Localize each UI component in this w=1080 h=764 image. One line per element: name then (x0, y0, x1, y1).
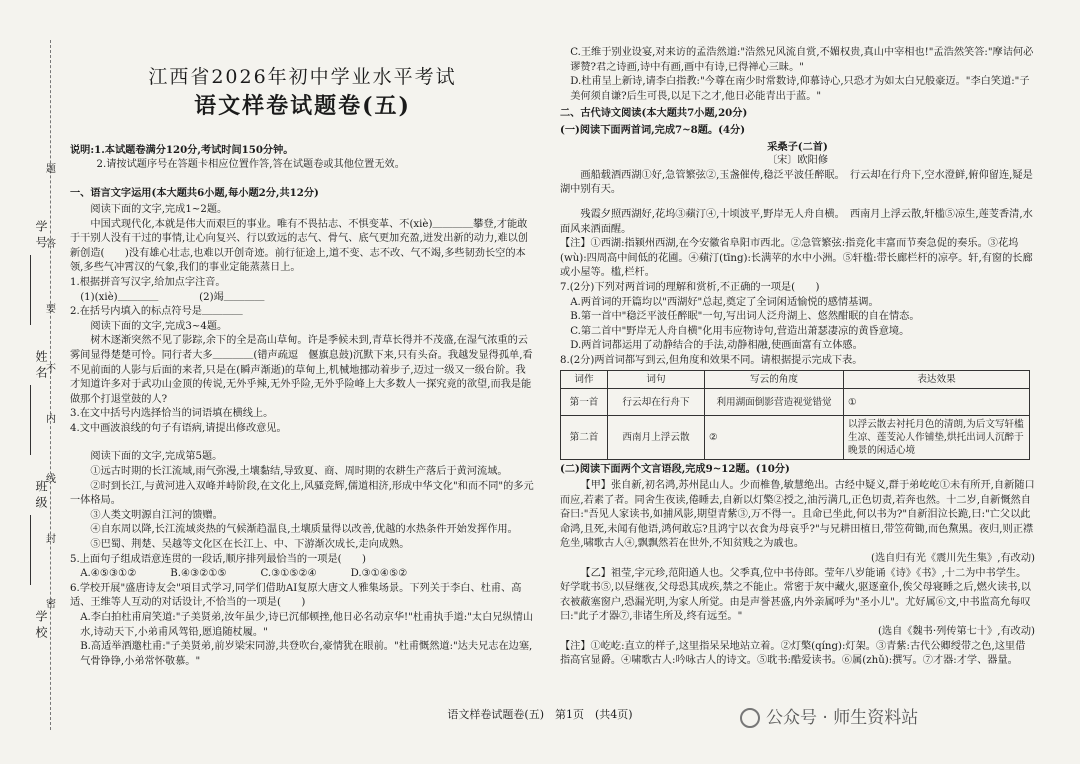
binding-label-name: 姓名 (34, 350, 48, 382)
poem-2: 残霞夕照西湖好,花坞③蘋汀④,十顷波平,野岸无人舟自横。 西南月上浮云散,轩槛⑤凉生,莲芰香清,水面风来酒面醒。 (560, 208, 1033, 235)
passage-yi: 【乙】祖莹,字元珍,范阳遒人也。父季真,位中书侍郎。莹年八岁能诵《诗》《书》,十二为中书学生。好学耽书⑤,以昼继夜,父母恐其成疾,禁之不能止。常密于灰中藏火,驱逐童仆,俟父母寝睡之后,燃火读书,以衣被蔽塞窗户,恐漏光明,为家人所觉。由是声誉甚盛,内外亲属呼为"圣小儿"。尤好属⑥文,中书监高允每叹曰:"此子才器⑦,非诸生所及,终有远至。" (560, 567, 1031, 623)
binding-mark: 内 (46, 414, 56, 425)
question-7-option-a: A.两首词的开篇均以"西湖好"总起,奠定了全词闲适愉悦的感情基调。 (570, 296, 879, 308)
sentence-item: ⑤巴蜀、荆楚、吴越等文化区在长江上、中、下游渐次成长,走向成熟。 (90, 539, 410, 551)
question-1b: (2)竭＿＿＿＿ (199, 291, 265, 303)
table-cell-answer-blank[interactable]: ② (705, 416, 844, 460)
question-5: 5.上面句子组成语意连贯的一段话,顺序排列最恰当的一项是( ) (70, 553, 366, 565)
question-7: 7.(2分)下列对两首词的理解和赏析,不正确的一项是( ) (560, 281, 820, 293)
option-d: D.③①④⑤② (350, 568, 408, 580)
binding-mark: 密 (46, 599, 56, 610)
section2-heading: 二、古代诗文阅读(本大题共7小题,20分) (560, 107, 748, 120)
question-1-parts (70, 291, 535, 306)
subsection-classical: (二)阅读下面两个文言语段,完成9~12题。(10分) (560, 463, 790, 476)
right-column (560, 46, 1035, 669)
table-cell: 以浮云散去衬托月色的清朗,为后文写轩槛生凉、莲芰沁人作铺垫,烘托出词人沉醉于晚景的闲适心境 (844, 416, 1030, 460)
sentence-item: ④自东周以降,长江流域炎热的气候渐趋温良,土壤质量得以改善,优越的水热条件开始发挥作用。 (90, 524, 518, 536)
table-header-row (561, 371, 1030, 389)
reading-intro: 阅读下面的文字,完成第5题。 (90, 451, 223, 463)
question-6-option-c: C.王维于别业设宴,对来访的孟浩然道:"浩然兄风流自赏,不媚权贵,真山中宰相也!"孟浩然笑答:"摩诘何必谬赞?君之诗画,诗中有画,画中有诗,已得禅心三昧。" (570, 47, 1034, 73)
binding-mark: 答 (46, 239, 56, 250)
subsection-poems: (一)阅读下面两首词,完成7~8题。(4分) (560, 123, 746, 136)
binding-mark: 线 (46, 474, 56, 485)
instruction-1: 说明:1.本试题卷满分120分,考试时间150分钟。 (70, 144, 294, 157)
watermark-text: 公众号 · 师生资料站 (766, 708, 919, 728)
binding-mark: 要 (46, 304, 56, 315)
table-header-cell: 词作 (561, 371, 608, 389)
binding-dashed-line (50, 40, 51, 730)
table-cell: 西南月上浮云散 (608, 416, 705, 460)
left-column (70, 40, 535, 669)
instruction-2: 2.请按试题序号在答题卡相应位置作答,答在试题卷或其他位置无效。 (96, 158, 405, 170)
exam-title: 江西省2026年初中学业水平考试 (148, 66, 457, 88)
binding-label-student-id: 学号 (34, 220, 48, 252)
question-4: 4.文中画波浪线的句子有语病,请提出修改意见。 (70, 422, 287, 434)
passage-2: 树木逐渐突然不见了影踪,余下的全是高山草甸。许是季候未到,青草长得并不茂盛,在湿气浓重的云雾间显得楚楚可怜。同行者大多＿＿＿＿(错声疏逗 偃旗息鼓)沉默下来,只有头奋。我越发显得孤单,看不见前面的人影与后面的来者,只是在(瞬声渐逝)的草甸上,机械地挪动着步子,迈过一级又一级台阶。我才知道许多对于武功山金顶的传说,无外乎辣,无外乎险,无外乎险峰上大多数人一探究竟的欲望,而我是能做那个打退堂鼓的人? (70, 335, 533, 405)
passage-jia: 【甲】张自新,初名鸿,苏州昆山人。少而椎鲁,敏慧绝出。古经中疑义,群于弟屹屹①未有所开,自新随口而应,若素了者。同舍生夜读,倦睡去,自新以灯檠②授之,油污满几,正色切责,若奔也然。十二岁,自新慨然自奋曰:"吾见人家读书,如捕风影,期望青紫③,万不得一。且命已坐此,何以书为?"自新泪泣长跪,曰:"亡父以此命鸿,且死,未闻有他语,鸿何敢忘?且鸿宁以衣食为母哀乎?"与兄耕田植日,带笠荷锄,而色黧黑。夜归,则正襟危坐,啸歌古人④,飘飘然若在世外,不知贫贱之为戚也。 (560, 480, 1035, 550)
binding-label-class: 班级 (34, 480, 48, 512)
question-1a: (1)(xiè)＿＿＿＿ (80, 291, 159, 303)
poem-author: 〔宋〕欧阳修 (766, 155, 829, 167)
binding-field-line (30, 515, 31, 585)
binding-field-line (30, 255, 31, 325)
question-2: 2.在括号内填入的标点符号是＿＿＿＿ (70, 306, 243, 318)
table-header-cell: 写云的角度 (705, 371, 844, 389)
binding-field-line (30, 385, 31, 455)
option-c: C.③①⑤②④ (260, 568, 317, 580)
passage-yi-source: (选自《魏书·列传第七十》,有改动) (877, 626, 1035, 637)
question-6-option-a: A.李白拍杜甫肩笑道:"子美贤弟,汝年虽少,诗已沉郁顿挫,他日必名动京华!"杜甫执手道:"太白兄纵情山水,诗动天下,小弟甫风驾铅,愿追随杖履。" (80, 612, 534, 638)
table-row (561, 389, 1030, 416)
table-row (561, 416, 1030, 460)
question-6-option-b: B.高适举酒邀杜甫:"子美贤弟,前岁梁宋同游,共登吹台,豪情犹在眼前。"杜甫慨然道:"达夫兄志在边塞,气骨铮铮,小弟常怀敬慕。" (80, 641, 533, 667)
question-7-option-b: B.第一首中"稳泛平波任醉眠"一句,写出词人泛舟湖上、悠然酣眠的自在情态。 (570, 311, 920, 323)
wechat-icon (740, 708, 760, 728)
reading-intro: 阅读下面的文字,完成3~4题。 (90, 320, 228, 332)
question-7-option-d: D.两首词都运用了动静结合的手法,动静相融,使画面富有立体感。 (570, 340, 863, 352)
question-8: 8.(2分)两首词都写到云,但角度和效果不同。请根据提示完成下表。 (560, 354, 863, 366)
table-cell: 利用湖面倒影营造视觉错觉 (705, 389, 844, 416)
question-3: 3.在文中括号内选择恰当的词语填在横线上。 (70, 408, 274, 420)
poem-notes: 【注】①西湖:指颍州西湖,在今安徽省阜阳市西北。②急管繁弦:指竞化丰富而节奏急促的奏乐。③花坞(wù):四周高中间低的花圃。④蘋汀(tīng):长满苹的水中小洲。⑤轩槛:带长廊栏杆的凉亭。轩,有窗的长廊或小屋等。槛,栏杆。 (560, 238, 1033, 279)
binding-mark: 题 (46, 164, 56, 175)
question-5-options (70, 567, 535, 582)
table-cell: 第一首 (561, 389, 608, 416)
watermark (740, 703, 918, 728)
option-a: A.④⑤③①② (80, 568, 137, 580)
page-footer: 语文样卷试题卷(五) 第1页 (共4页) (447, 708, 633, 721)
sentence-item: ①远古时期的长江流域,雨气弥漫,土壤黏结,导致夏、商、周时期的农耕生产落后于黄河流域。 (90, 466, 508, 478)
sentence-item: ③人类文明源自江河的馈赠。 (90, 509, 223, 521)
passage-jia-source: (选自归有光《震川先生集》,有改动) (871, 553, 1035, 565)
table-cell: 行云却在行舟下 (608, 389, 705, 416)
reading-intro: 阅读下面的文字,完成1~2题。 (90, 203, 228, 215)
poem-1: 画船载酒西湖①好,急管繁弦②,玉盏催传,稳泛平波任醉眠。 行云却在行舟下,空水澄鲜,俯仰留连,疑是湖中别有天。 (560, 169, 1033, 196)
passage-1: 中国式现代化,本就是伟大而艰巨的事业。唯有不畏拈志、不惧变革、不(xiè)＿＿＿＿攀登,才能敢于干别人没有干过的事情,让心向复兴、行以致远的志气、骨气、底气更加充盈,迸发出新的动力,难以创新创造( )没有雄心壮志,也难以开创奇迹。前行征途上,道不变、志不改、气不竭,多些韧劲长空的本领,多些气冲霄汉的气象,我们的事业定能蒸蒸日上。 (70, 218, 528, 274)
table-header-cell: 表达效果 (844, 371, 1030, 389)
sentence-item: ②时到长江,与黄河进入双峰并峙阶段,在文化上,风骚竞辉,儒道相济,形成中华文化"和而不同"的多元一体格局。 (70, 480, 534, 507)
binding-mark: 不 (46, 364, 56, 375)
option-b: B.④③②①⑤ (170, 568, 227, 580)
binding-label-school: 学校 (34, 610, 48, 642)
binding-mark: 封 (46, 534, 56, 545)
section1-heading: 一、语言文字运用(本大题共6小题,每小题2分,共12分) (70, 187, 319, 200)
table-header-cell: 词句 (608, 371, 705, 389)
exam-subtitle: 语文样卷试题卷(五) (194, 92, 411, 119)
cloud-comparison-table (560, 370, 1030, 460)
poem-title: 采桑子(二首) (767, 140, 828, 153)
classical-notes: 【注】①屹屹:直立的样子,这里指呆呆地站立着。②灯檠(qíng):灯架。③青紫:古代公卿绶带之色,这里借指高官显爵。④啸歌古人:吟咏古人的诗文。⑤耽书:酷爱读书。⑥属(zhǔ):撰写。⑦才器:才学、器量。 (560, 640, 1026, 667)
question-6-option-d: D.杜甫呈上新诗,请李白指教:"今尊在南少时常数诗,仰慕诗心,只恐才为如太白兄般豪迈。"李白笑道:"子美何须自谦?后生可畏,以足下之才,他日必能青出于蓝。" (570, 76, 1030, 102)
question-6: 6.学校开展"盛唐诗友会"項目式学习,同学们借助AI复原大唐文人雅集场景。下列关于李白、杜甫、高适、王维等人互动的对话设计,不恰当的一项是( ) (70, 582, 522, 609)
question-1: 1.根据拼音写汉字,给加点字注音。 (70, 276, 226, 288)
question-7-option-c: C.第二首中"野岸无人舟自横"化用韦应物诗句,营造出萧瑟凄凉的黄昏意境。 (570, 325, 910, 337)
table-cell-answer-blank[interactable]: ① (844, 389, 1030, 416)
table-cell: 第二首 (561, 416, 608, 460)
